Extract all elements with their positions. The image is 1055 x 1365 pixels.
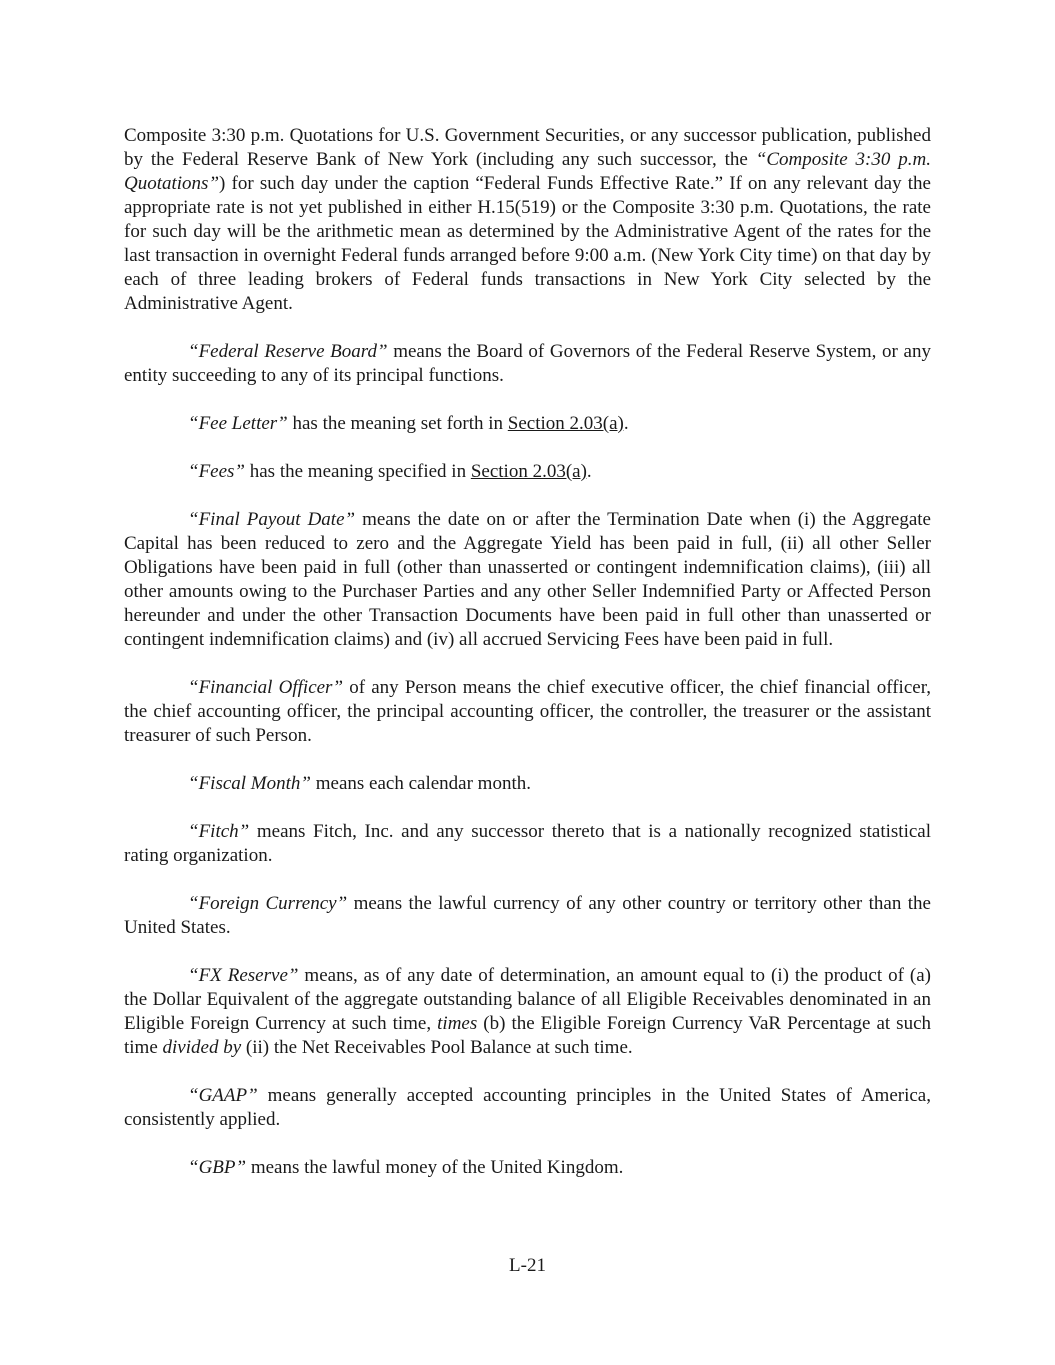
paragraph-text: means the lawful money of the United Kingdom. xyxy=(246,1157,624,1178)
defined-term: “Composite 3:30 p.m. Quotations” xyxy=(124,149,931,194)
paragraph-text: has the meaning specified in xyxy=(245,461,471,482)
paragraph-text: ) for such day under the caption “Federal Funds Effective Rate.” If on any relevant day the appropriate rate is not yet published in either H.15(519) or the Composite 3:30 p.m. Quotations, the rate for such day will be the arithmetic mean as determined by the Administrative Agent of the rates for the last transaction in overnight Federal funds arranged before 9:00 a.m. (New York City time) on that day by each of three leading brokers of Federal funds transactions in New York City selected by the Administrative Agent. xyxy=(124,173,931,314)
definition-financial-officer xyxy=(124,676,931,748)
definition-fiscal-month xyxy=(124,772,931,796)
paragraph-federal-funds-rate-cont xyxy=(124,124,931,316)
defined-term: “FX Reserve” xyxy=(188,965,299,986)
definition-fee-letter xyxy=(124,412,931,436)
defined-term: “Final Payout Date” xyxy=(188,509,356,530)
paragraph-text: means the lawful currency of any other country or territory other than the United States. xyxy=(124,893,931,938)
paragraph-text: means each calendar month. xyxy=(310,773,531,794)
defined-term: “Foreign Currency” xyxy=(188,893,348,914)
definition-fitch xyxy=(124,820,931,868)
definition-final-payout-date xyxy=(124,508,931,652)
page-number: L-21 xyxy=(509,1255,546,1276)
definition-federal-reserve-board xyxy=(124,340,931,388)
defined-term: “Fiscal Month” xyxy=(188,773,311,794)
defined-term: times xyxy=(437,1013,478,1034)
definition-foreign-currency xyxy=(124,892,931,940)
definition-gaap xyxy=(124,1084,931,1132)
document-body xyxy=(124,124,931,1204)
paragraph-text: has the meaning set forth in xyxy=(287,413,508,434)
defined-term: “GAAP” xyxy=(188,1085,258,1106)
defined-term: “Fees” xyxy=(188,461,245,482)
defined-term: “GBP” xyxy=(188,1157,247,1178)
defined-term: “Federal Reserve Board” xyxy=(188,341,388,362)
defined-term: “Fee Letter” xyxy=(188,413,288,434)
paragraph-text: . xyxy=(623,413,629,434)
defined-term: divided by xyxy=(162,1037,242,1058)
paragraph-text: means the Board of Governors of the Federal Reserve System, or any entity succeeding to any of its principal functions. xyxy=(124,341,931,386)
paragraph-text: means, as of any date of determination, an amount equal to (i) the product of (a) the Dollar Equivalent of the aggregate outstanding balance of all Eligible Receivables denominated in an Eligible Foreign Currency at such time, xyxy=(124,965,931,1034)
paragraph-text: . xyxy=(586,461,592,482)
paragraph-text: Composite 3:30 p.m. Quotations for U.S. Government Securities, or any successor publication, published by the Federal Reserve Bank of New York (including any such successor, the xyxy=(124,125,931,170)
paragraph-text: of any Person means the chief executive officer, the chief financial officer, the chief accounting officer, the principal accounting officer, the controller, the treasurer or the assistant treasurer of such Person. xyxy=(124,677,932,746)
defined-term: “Fitch” xyxy=(188,821,250,842)
definition-fees xyxy=(124,460,931,484)
paragraph-text: means Fitch, Inc. and any successor thereto that is a nationally recognized statistical rating organization. xyxy=(124,821,931,866)
section-reference: Section 2.03(a) xyxy=(470,461,587,482)
section-reference: Section 2.03(a) xyxy=(507,413,624,434)
definition-fx-reserve xyxy=(124,964,931,1060)
paragraph-text: means the date on or after the Termination Date when (i) the Aggregate Capital has been reduced to zero and the Aggregate Yield has been paid in full, (ii) all other Seller Obligations have been paid in full (other than unasserted or contingent indemnification claims), (iii) all other amounts owing to the Purchaser Parties and any other Seller Indemnified Party or Affected Person hereunder and under the other Transaction Documents have been paid in full other than unasserted or contingent indemnification claims) and (iv) all accrued Servicing Fees have been paid in full. xyxy=(124,509,931,650)
paragraph-text: (ii) the Net Receivables Pool Balance at such time. xyxy=(241,1037,633,1058)
paragraph-text: means generally accepted accounting principles in the United States of America, consistently applied. xyxy=(124,1085,931,1130)
definition-gbp xyxy=(124,1156,931,1180)
paragraph-text: (b) the Eligible Foreign Currency VaR Percentage at such time xyxy=(124,1013,932,1058)
defined-term: “Financial Officer” xyxy=(188,677,344,698)
